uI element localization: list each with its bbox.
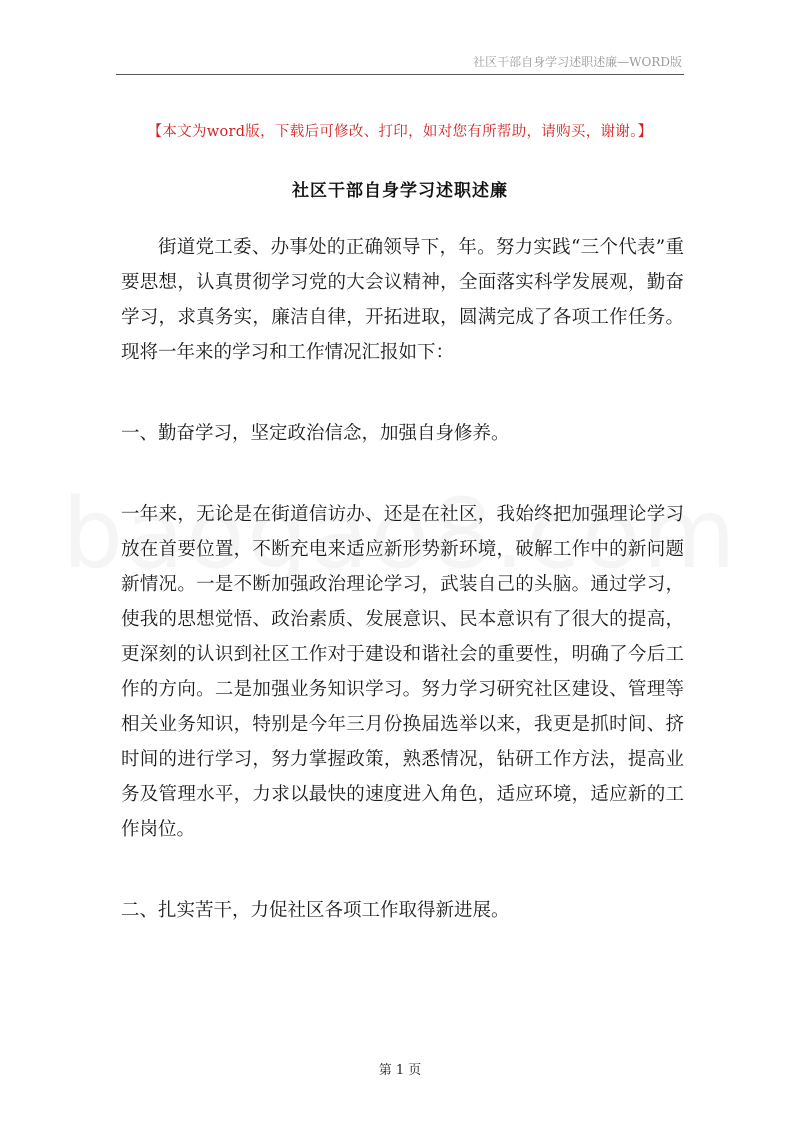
download-notice: 【本文为word版，下载后可修改、打印，如对您有所帮助，请购买，谢谢。】 — [147, 124, 653, 140]
paragraph-gap — [121, 451, 684, 497]
running-header: 社区干部自身学习述职述廉—WORD版 — [473, 55, 682, 69]
section-1-paragraph: 一年来，无论是在街道信访办、还是在社区，我始终把加强理论学习放在首要位置，不断充电来适应新形势新环境，破解工作中的新问题新情况。一是不断加强政治理论学习，武装自己的头脑。通过学习，使我的思想觉悟、政治素质、发展意识、民本意识有了很大的提高，更深刻的认识到社区工作对于建设和谐社会的重要性，明确了今后工作的方向。二是加强业务知识学习。努力学习研究社区建设、管理等相关业务知识，特别是今年三月份换届选举以来，我更是抓时间、挤时间的进行学习，努力掌握政策，熟悉情况，钻研工作方法，提高业务及管理水平，力求以最快的速度进入角色，适应环境，适应新的工作岗位。 — [121, 504, 684, 840]
paragraph-gap — [121, 370, 684, 416]
header-divider — [116, 74, 684, 75]
document-body — [121, 230, 684, 928]
section-heading-1: 一、勤奋学习，坚定政治信念，加强自身修养。 — [121, 423, 510, 444]
intro-paragraph: 街道党工委、办事处的正确领导下，年。努力实践“三个代表”重要思想，认真贯彻学习党的大会议精神，全面落实科学发展观，勤奋学习，求真务实，廉洁自律，开拓进取，圆满完成了各项工作任务。现将一年来的学习和工作情况汇报如下： — [121, 237, 684, 363]
section-heading-2: 二、扎实苦干，力促社区各项工作取得新进展。 — [121, 900, 510, 921]
paragraph-gap — [121, 847, 684, 893]
page-number: 第 1 页 — [378, 1063, 422, 1078]
document-title: 社区干部自身学习述职述廉 — [292, 181, 508, 201]
